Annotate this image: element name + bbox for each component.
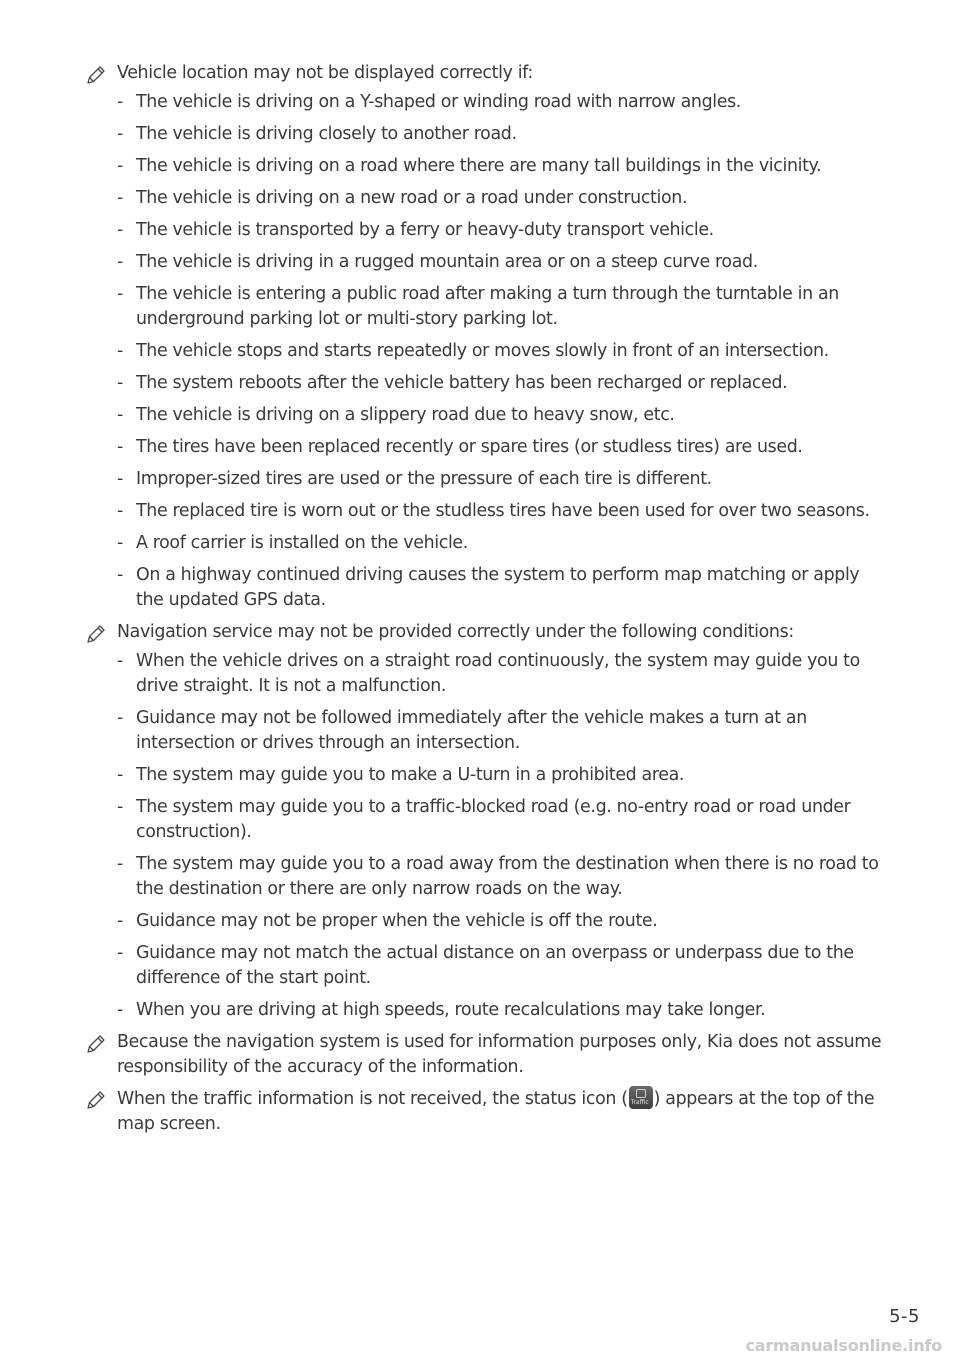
dash-bullet: - <box>117 943 123 963</box>
list-item-text: The vehicle is driving on a road where there are many tall buildings in the vicinity. <box>136 156 822 176</box>
list-item <box>117 250 885 275</box>
list-item <box>117 403 885 428</box>
note-block <box>85 620 885 1023</box>
dash-bullet: - <box>117 565 123 585</box>
dash-bullet: - <box>117 1000 123 1020</box>
list-item-text: The vehicle is driving on a Y-shaped or winding road with narrow angles. <box>136 92 741 112</box>
list-item-text: Guidance may not match the actual distance on an overpass or underpass due to the difference of the start point. <box>136 943 854 988</box>
list-item-text: Guidance may not be followed immediately after the vehicle makes a turn at an intersection or drives through an intersection. <box>136 708 807 753</box>
note-text: Vehicle location may not be displayed correctly if: <box>117 63 533 83</box>
page-number: 5-5 <box>889 1306 920 1327</box>
traffic-note-after: ) appears at the top of the map screen. <box>117 1089 875 1134</box>
list-item <box>117 499 885 524</box>
note-text: Because the navigation system is used for information purposes only, Kia does not assume responsibility of the accuracy of the information. <box>117 1032 882 1077</box>
list-item-text: Guidance may not be proper when the vehicle is off the route. <box>136 911 658 931</box>
traffic-status-icon-label: Traffic <box>630 1099 649 1106</box>
dash-bullet: - <box>117 651 123 671</box>
dash-bullet: - <box>117 437 123 457</box>
list-item-text: Improper-sized tires are used or the pressure of each tire is different. <box>136 469 712 489</box>
traffic-note-before: When the traffic information is not received, the status icon ( <box>117 1089 628 1109</box>
note-sublist <box>117 90 885 613</box>
dash-bullet: - <box>117 405 123 425</box>
list-item-text: The vehicle is driving in a rugged mountain area or on a steep curve road. <box>136 252 758 272</box>
list-item <box>117 998 885 1023</box>
dash-bullet: - <box>117 124 123 144</box>
list-item <box>117 706 885 756</box>
list-item <box>117 122 885 147</box>
list-item <box>117 371 885 396</box>
note-text: Navigation service may not be provided correctly under the following conditions: <box>117 622 794 642</box>
pencil-note-icon <box>85 623 107 645</box>
list-item-text: The replaced tire is worn out or the studless tires have been used for over two seasons. <box>136 501 870 521</box>
list-item <box>117 531 885 556</box>
note-block <box>85 61 885 613</box>
list-item-text: The vehicle is driving on a new road or a road under construction. <box>136 188 688 208</box>
traffic-status-icon <box>629 1086 653 1109</box>
list-item <box>117 218 885 243</box>
list-item <box>117 763 885 788</box>
list-item <box>117 941 885 991</box>
list-item-text: The system may guide you to a traffic-blocked road (e.g. no-entry road or road under construction). <box>136 797 851 842</box>
list-item <box>117 186 885 211</box>
list-item-text: The system reboots after the vehicle battery has been recharged or replaced. <box>136 373 788 393</box>
dash-bullet: - <box>117 469 123 489</box>
list-item <box>117 154 885 179</box>
list-item <box>117 90 885 115</box>
list-item-text: The tires have been replaced recently or spare tires (or studless tires) are used. <box>136 437 803 457</box>
pencil-note-icon <box>85 1089 107 1111</box>
dash-bullet: - <box>117 284 123 304</box>
list-item <box>117 435 885 460</box>
note-sublist <box>117 649 885 1023</box>
list-item-text: When the vehicle drives on a straight road continuously, the system may guide you to drive straight. It is not a malfunction. <box>136 651 860 696</box>
note-block <box>85 1086 885 1137</box>
dash-bullet: - <box>117 92 123 112</box>
list-item-text: The vehicle is driving closely to another road. <box>136 124 517 144</box>
list-item-text: The vehicle stops and starts repeatedly or moves slowly in front of an intersection. <box>136 341 829 361</box>
list-item-text: A roof carrier is installed on the vehicle. <box>136 533 468 553</box>
dash-bullet: - <box>117 252 123 272</box>
dash-bullet: - <box>117 220 123 240</box>
list-item <box>117 282 885 332</box>
list-item <box>117 795 885 845</box>
dash-bullet: - <box>117 911 123 931</box>
traffic-status-icon-frame <box>636 1089 646 1098</box>
list-item-text: When you are driving at high speeds, route recalculations may take longer. <box>136 1000 766 1020</box>
dash-bullet: - <box>117 188 123 208</box>
dash-bullet: - <box>117 797 123 817</box>
list-item <box>117 909 885 934</box>
list-item-text: The system may guide you to a road away from the destination when there is no road to the destination or there are only narrow roads on the way. <box>136 854 879 899</box>
list-item <box>117 339 885 364</box>
pencil-note-icon <box>85 1033 107 1055</box>
list-item <box>117 649 885 699</box>
list-item-text: The vehicle is driving on a slippery road due to heavy snow, etc. <box>136 405 675 425</box>
dash-bullet: - <box>117 341 123 361</box>
pencil-note-icon <box>85 64 107 86</box>
dash-bullet: - <box>117 156 123 176</box>
list-item-text: The system may guide you to make a U-turn in a prohibited area. <box>136 765 685 785</box>
list-item-text: On a highway continued driving causes the system to perform map matching or apply the updated GPS data. <box>136 565 860 610</box>
dash-bullet: - <box>117 373 123 393</box>
list-item-text: The vehicle is transported by a ferry or heavy-duty transport vehicle. <box>136 220 714 240</box>
notes-list <box>85 61 885 1143</box>
list-item <box>117 852 885 902</box>
note-block <box>85 1030 885 1080</box>
note-text <box>117 1086 885 1137</box>
dash-bullet: - <box>117 533 123 553</box>
list-item <box>117 563 885 613</box>
dash-bullet: - <box>117 708 123 728</box>
watermark: carmanualsonline.info <box>745 1336 942 1355</box>
dash-bullet: - <box>117 854 123 874</box>
dash-bullet: - <box>117 501 123 521</box>
list-item <box>117 467 885 492</box>
dash-bullet: - <box>117 765 123 785</box>
list-item-text: The vehicle is entering a public road after making a turn through the turntable in an underground parking lot or multi-story parking lot. <box>136 284 839 329</box>
